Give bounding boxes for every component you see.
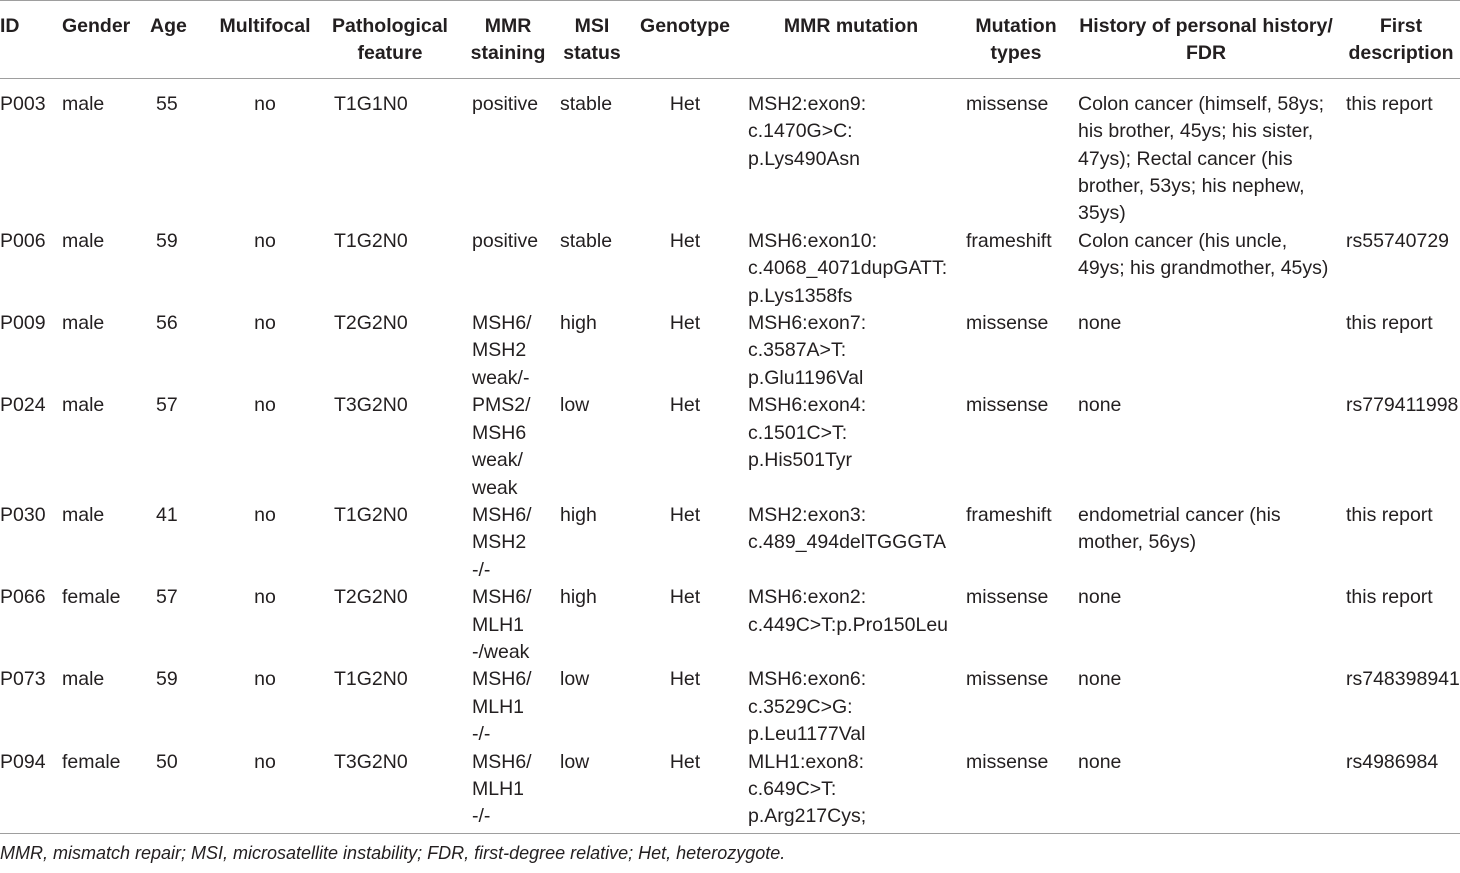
cell-pathological-feature: T2G2N0 — [334, 586, 408, 609]
cell-age: 59 — [156, 668, 178, 691]
cell-age: 57 — [156, 586, 178, 609]
cell-gender: male — [62, 668, 105, 691]
cell-pathological-feature: T3G2N0 — [334, 394, 408, 417]
table-row — [0, 310, 1460, 392]
cell-history: none — [1078, 394, 1122, 417]
cell-mutation-types: missense — [966, 312, 1049, 335]
cell-multifocal: no — [254, 586, 276, 609]
table-row — [0, 78, 1460, 228]
cell-multifocal: no — [254, 503, 276, 526]
cell-mutation-types: frameshift — [966, 503, 1052, 526]
cell-age: 59 — [156, 229, 178, 252]
cell-id: P030 — [0, 503, 46, 526]
header-gender: Gender — [62, 1, 150, 79]
cell-msi-status: stable — [560, 229, 613, 252]
cell-gender: male — [62, 503, 105, 526]
cell-pathological-feature: T2G2N0 — [334, 312, 408, 335]
cell-pathological-feature: T1G2N0 — [334, 229, 408, 252]
cell-gender: male — [62, 312, 105, 335]
cell-genotype: Het — [669, 503, 701, 526]
cell-mmr-staining: positive — [472, 229, 539, 252]
table-body — [0, 78, 1460, 833]
header-history: History of personal history/ FDR — [1070, 1, 1342, 79]
cell-history: none — [1078, 586, 1122, 609]
cell-msi-status: high — [560, 312, 597, 335]
cell-msi-status: low — [560, 668, 590, 691]
cell-gender: male — [62, 394, 105, 417]
cell-first-description: rs55740729 — [1346, 229, 1450, 252]
cell-mutation-types: frameshift — [966, 229, 1052, 252]
cell-msi-status: low — [560, 394, 590, 417]
cell-mutation-types: missense — [966, 92, 1049, 115]
cell-age: 57 — [156, 394, 178, 417]
cell-mmr-mutation: MLH1:exon8: c.649C>T: p.Arg217Cys; — [740, 749, 962, 834]
cell-age: 55 — [156, 92, 178, 115]
table-header — [0, 1, 1460, 79]
table-row — [0, 749, 1460, 834]
table-row — [0, 228, 1460, 310]
cell-history: Colon cancer (himself, 58ys; his brother, 45ys; his sister, 47ys); Rectal cancer (his brother, 53ys; his nephew, 35ys) — [1078, 92, 1325, 225]
cell-genotype: Het — [669, 312, 701, 335]
cell-history: endometrial cancer (his mother, 56ys) — [1078, 503, 1281, 554]
cell-id: P009 — [0, 312, 46, 335]
cell-first-description: this report — [1346, 312, 1433, 335]
cell-id: P073 — [0, 668, 46, 691]
cell-multifocal: no — [254, 229, 276, 252]
header-mmr-mutation: MMR mutation — [740, 1, 962, 79]
cell-multifocal: no — [254, 92, 276, 115]
table-row — [0, 502, 1460, 584]
table-footnote: MMR, mismatch repair; MSI, microsatellite instability; FDR, first-degree relative; Het, heterozygote. — [0, 842, 786, 863]
header-msi-status: MSI status — [554, 1, 630, 79]
cell-genotype: Het — [669, 586, 701, 609]
cell-first-description: this report — [1346, 503, 1433, 526]
cell-mmr-mutation: MSH2:exon3: c.489_494delTGGGTA — [748, 503, 946, 554]
cell-genotype: Het — [669, 394, 701, 417]
cell-genotype: Het — [630, 749, 740, 834]
cell-mutation-types: missense — [966, 586, 1049, 609]
cell-msi-status: high — [560, 586, 597, 609]
cell-mmr-staining: MSH6/ MSH2 -/- — [472, 503, 532, 581]
header-mutation-types: Mutation types — [962, 1, 1070, 79]
cell-genotype: Het — [669, 668, 701, 691]
cell-mutation-types: missense — [962, 749, 1070, 834]
cell-genotype: Het — [669, 229, 701, 252]
cell-multifocal: no — [254, 668, 276, 691]
cell-mmr-staining: MSH6/ MLH1 -/- — [462, 749, 554, 834]
header-id: ID — [0, 1, 62, 79]
cell-history: none — [1078, 312, 1122, 335]
header-mmr-staining: MMR staining — [462, 1, 554, 79]
cell-first-description: this report — [1346, 586, 1433, 609]
cell-msi-status: high — [560, 503, 597, 526]
cell-id: P066 — [0, 586, 46, 609]
cell-mmr-staining: PMS2/ MSH6 weak/ weak — [472, 394, 531, 499]
cell-mmr-mutation: MSH6:exon7: c.3587A>T: p.Glu1196Val — [748, 312, 867, 389]
header-multifocal: Multifocal — [212, 1, 318, 79]
cell-mutation-types: missense — [966, 394, 1049, 417]
table-row — [0, 392, 1460, 502]
cell-genotype: Het — [669, 92, 701, 115]
cell-pathological-feature: T1G1N0 — [334, 92, 408, 115]
table-row — [0, 584, 1460, 666]
cell-multifocal: no — [212, 749, 318, 834]
cell-mmr-mutation: MSH6:exon4: c.1501C>T: p.His501Tyr — [748, 394, 867, 472]
cell-history: Colon cancer (his uncle, 49ys; his grandmother, 45ys) — [1078, 229, 1329, 280]
cell-id: P003 — [0, 92, 46, 115]
cell-pathological-feature: T1G2N0 — [334, 668, 408, 691]
cell-id: P006 — [0, 229, 46, 252]
cell-id: P024 — [0, 394, 46, 417]
cell-mmr-mutation: MSH6:exon10: c.4068_4071dupGATT: p.Lys1358fs — [748, 229, 948, 307]
cell-first-description: this report — [1346, 92, 1433, 115]
cell-history: none — [1070, 749, 1342, 834]
header-genotype: Genotype — [630, 1, 740, 79]
cell-age: 41 — [156, 503, 178, 526]
cell-gender: female — [62, 749, 150, 834]
cell-age: 56 — [156, 312, 178, 335]
cell-msi-status: low — [554, 749, 630, 834]
cell-mmr-mutation: MSH6:exon2: c.449C>T:p.Pro150Leu — [748, 586, 949, 636]
cell-mmr-mutation: MSH2:exon9: c.1470G>C: p.Lys490Asn — [748, 92, 867, 170]
cell-mmr-staining: MSH6/ MLH1 -/- — [472, 668, 532, 746]
cell-pathological-feature: T1G2N0 — [334, 503, 408, 526]
cell-mmr-mutation: MSH6:exon6: c.3529C>G: p.Leu1177Val — [748, 668, 867, 746]
cell-first-description: rs779411998 — [1346, 394, 1459, 417]
header-row — [0, 1, 1460, 79]
cell-history: none — [1078, 668, 1122, 691]
table-row — [0, 666, 1460, 748]
header-age: Age — [150, 1, 212, 79]
cell-mmr-staining: positive — [472, 92, 539, 115]
cell-gender: male — [62, 229, 105, 252]
cell-gender: male — [62, 92, 105, 115]
cell-gender: female — [62, 586, 121, 609]
header-pathological-feature: Pathological feature — [318, 1, 462, 79]
cell-first-description: rs4986984 — [1342, 749, 1460, 834]
header-first-description: First description — [1342, 1, 1460, 79]
cell-multifocal: no — [254, 312, 276, 335]
cell-id: P094 — [0, 749, 62, 834]
cell-msi-status: stable — [560, 92, 613, 115]
cell-age: 50 — [150, 749, 212, 834]
cell-mmr-staining: MSH6/ MSH2 weak/- — [472, 312, 532, 389]
cell-first-description: rs748398941 — [1346, 668, 1460, 691]
cell-pathological-feature: T3G2N0 — [318, 749, 462, 834]
cell-multifocal: no — [254, 394, 276, 417]
cell-mutation-types: missense — [966, 668, 1049, 691]
cell-mmr-staining: MSH6/ MLH1 -/weak — [472, 586, 532, 663]
